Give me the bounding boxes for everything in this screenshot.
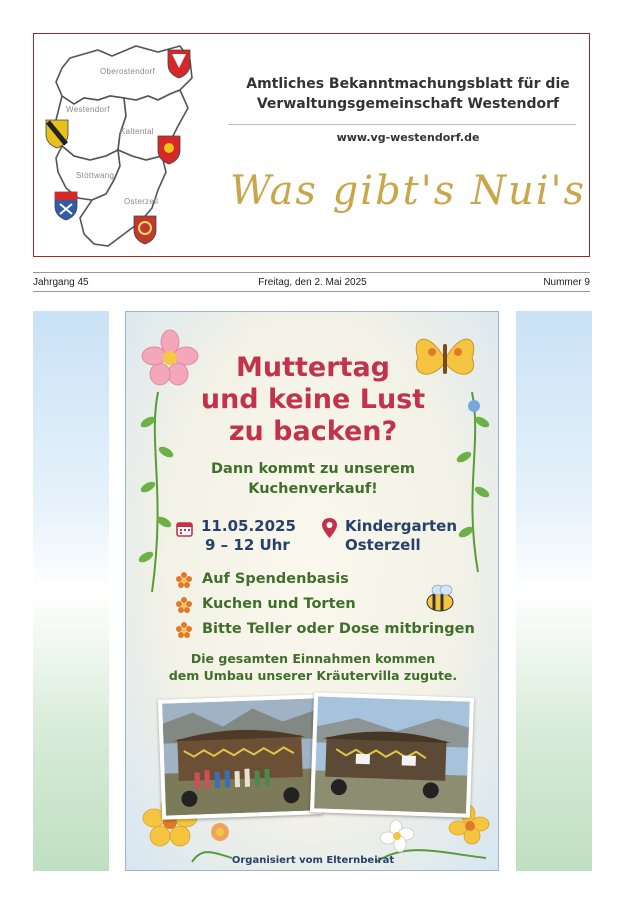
issue-date: Freitag, den 2. Mai 2025 xyxy=(258,277,367,288)
decorative-side-panel-left xyxy=(33,311,109,871)
event-location-line1: Kindergarten xyxy=(345,517,458,535)
event-time: 9 – 12 Uhr xyxy=(205,536,290,554)
map-label-stoettwang: Stöttwang xyxy=(76,171,115,180)
issue-number: Nummer 9 xyxy=(543,277,590,288)
map-label-westendorf: Westendorf xyxy=(66,105,110,114)
poster-subline-line2: Kuchenverkauf! xyxy=(248,481,378,497)
map-label-osterzell: Osterzell xyxy=(124,197,159,206)
poster-subline xyxy=(126,459,499,499)
calendar-icon xyxy=(176,520,193,537)
photo-trailer-exterior xyxy=(310,692,474,818)
info-rule-top xyxy=(33,272,590,273)
flower-bullet-icon xyxy=(176,597,192,613)
bullet-bring-plate: Bitte Teller oder Dose mitbringen xyxy=(202,621,475,637)
event-location-line2: Osterzell xyxy=(345,536,421,554)
map-label-kaltental: Kaltental xyxy=(120,127,154,136)
photo-children-at-trailer xyxy=(158,694,322,820)
info-rule-bottom xyxy=(33,291,590,292)
newsletter-script-title: Was gibt's Nui's xyxy=(229,168,587,214)
poster-subline-line1: Dann kommt zu unserem xyxy=(211,461,415,477)
organizer-credit: Organisiert vom Elternbeirat xyxy=(231,855,395,866)
bee-icon xyxy=(422,582,462,616)
proceeds-line2: dem Umbau unserer Kräutervilla zugute. xyxy=(168,668,458,683)
masthead-title-line2: Verwaltungsgemeinschaft Westendorf xyxy=(256,96,560,112)
flower-bullet-icon xyxy=(176,622,192,638)
flower-bullet-icon xyxy=(176,572,192,588)
poster-headline-line3: zu backen? xyxy=(228,416,398,447)
coat-of-arms-westendorf-icon xyxy=(46,120,68,148)
masthead-title-line1: Amtliches Bekanntmachungsblatt für die xyxy=(246,76,570,92)
event-date: 11.05.2025 xyxy=(201,517,296,535)
bullet-donation: Auf Spendenbasis xyxy=(202,571,349,587)
location-pin-icon xyxy=(322,518,337,538)
coat-of-arms-stoettwang-icon xyxy=(55,192,77,220)
municipality-map xyxy=(40,38,220,253)
decorative-side-panel-right xyxy=(516,311,592,871)
poster-headline xyxy=(126,352,499,448)
map-label-oberostendorf: Oberostendorf xyxy=(100,67,156,76)
website-link[interactable]: www.vg-westendorf.de xyxy=(336,131,480,144)
masthead-divider xyxy=(228,124,576,125)
poster-headline-line1: Muttertag xyxy=(236,352,390,383)
proceeds-line1: Die gesamten Einnahmen kommen xyxy=(190,651,436,666)
bullet-cakes: Kuchen und Torten xyxy=(202,596,356,612)
poster-headline-line2: und keine Lust xyxy=(200,384,426,415)
volume-label: Jahrgang 45 xyxy=(33,277,89,288)
bake-sale-poster xyxy=(125,311,499,871)
coat-of-arms-osterzell-icon xyxy=(134,216,156,244)
